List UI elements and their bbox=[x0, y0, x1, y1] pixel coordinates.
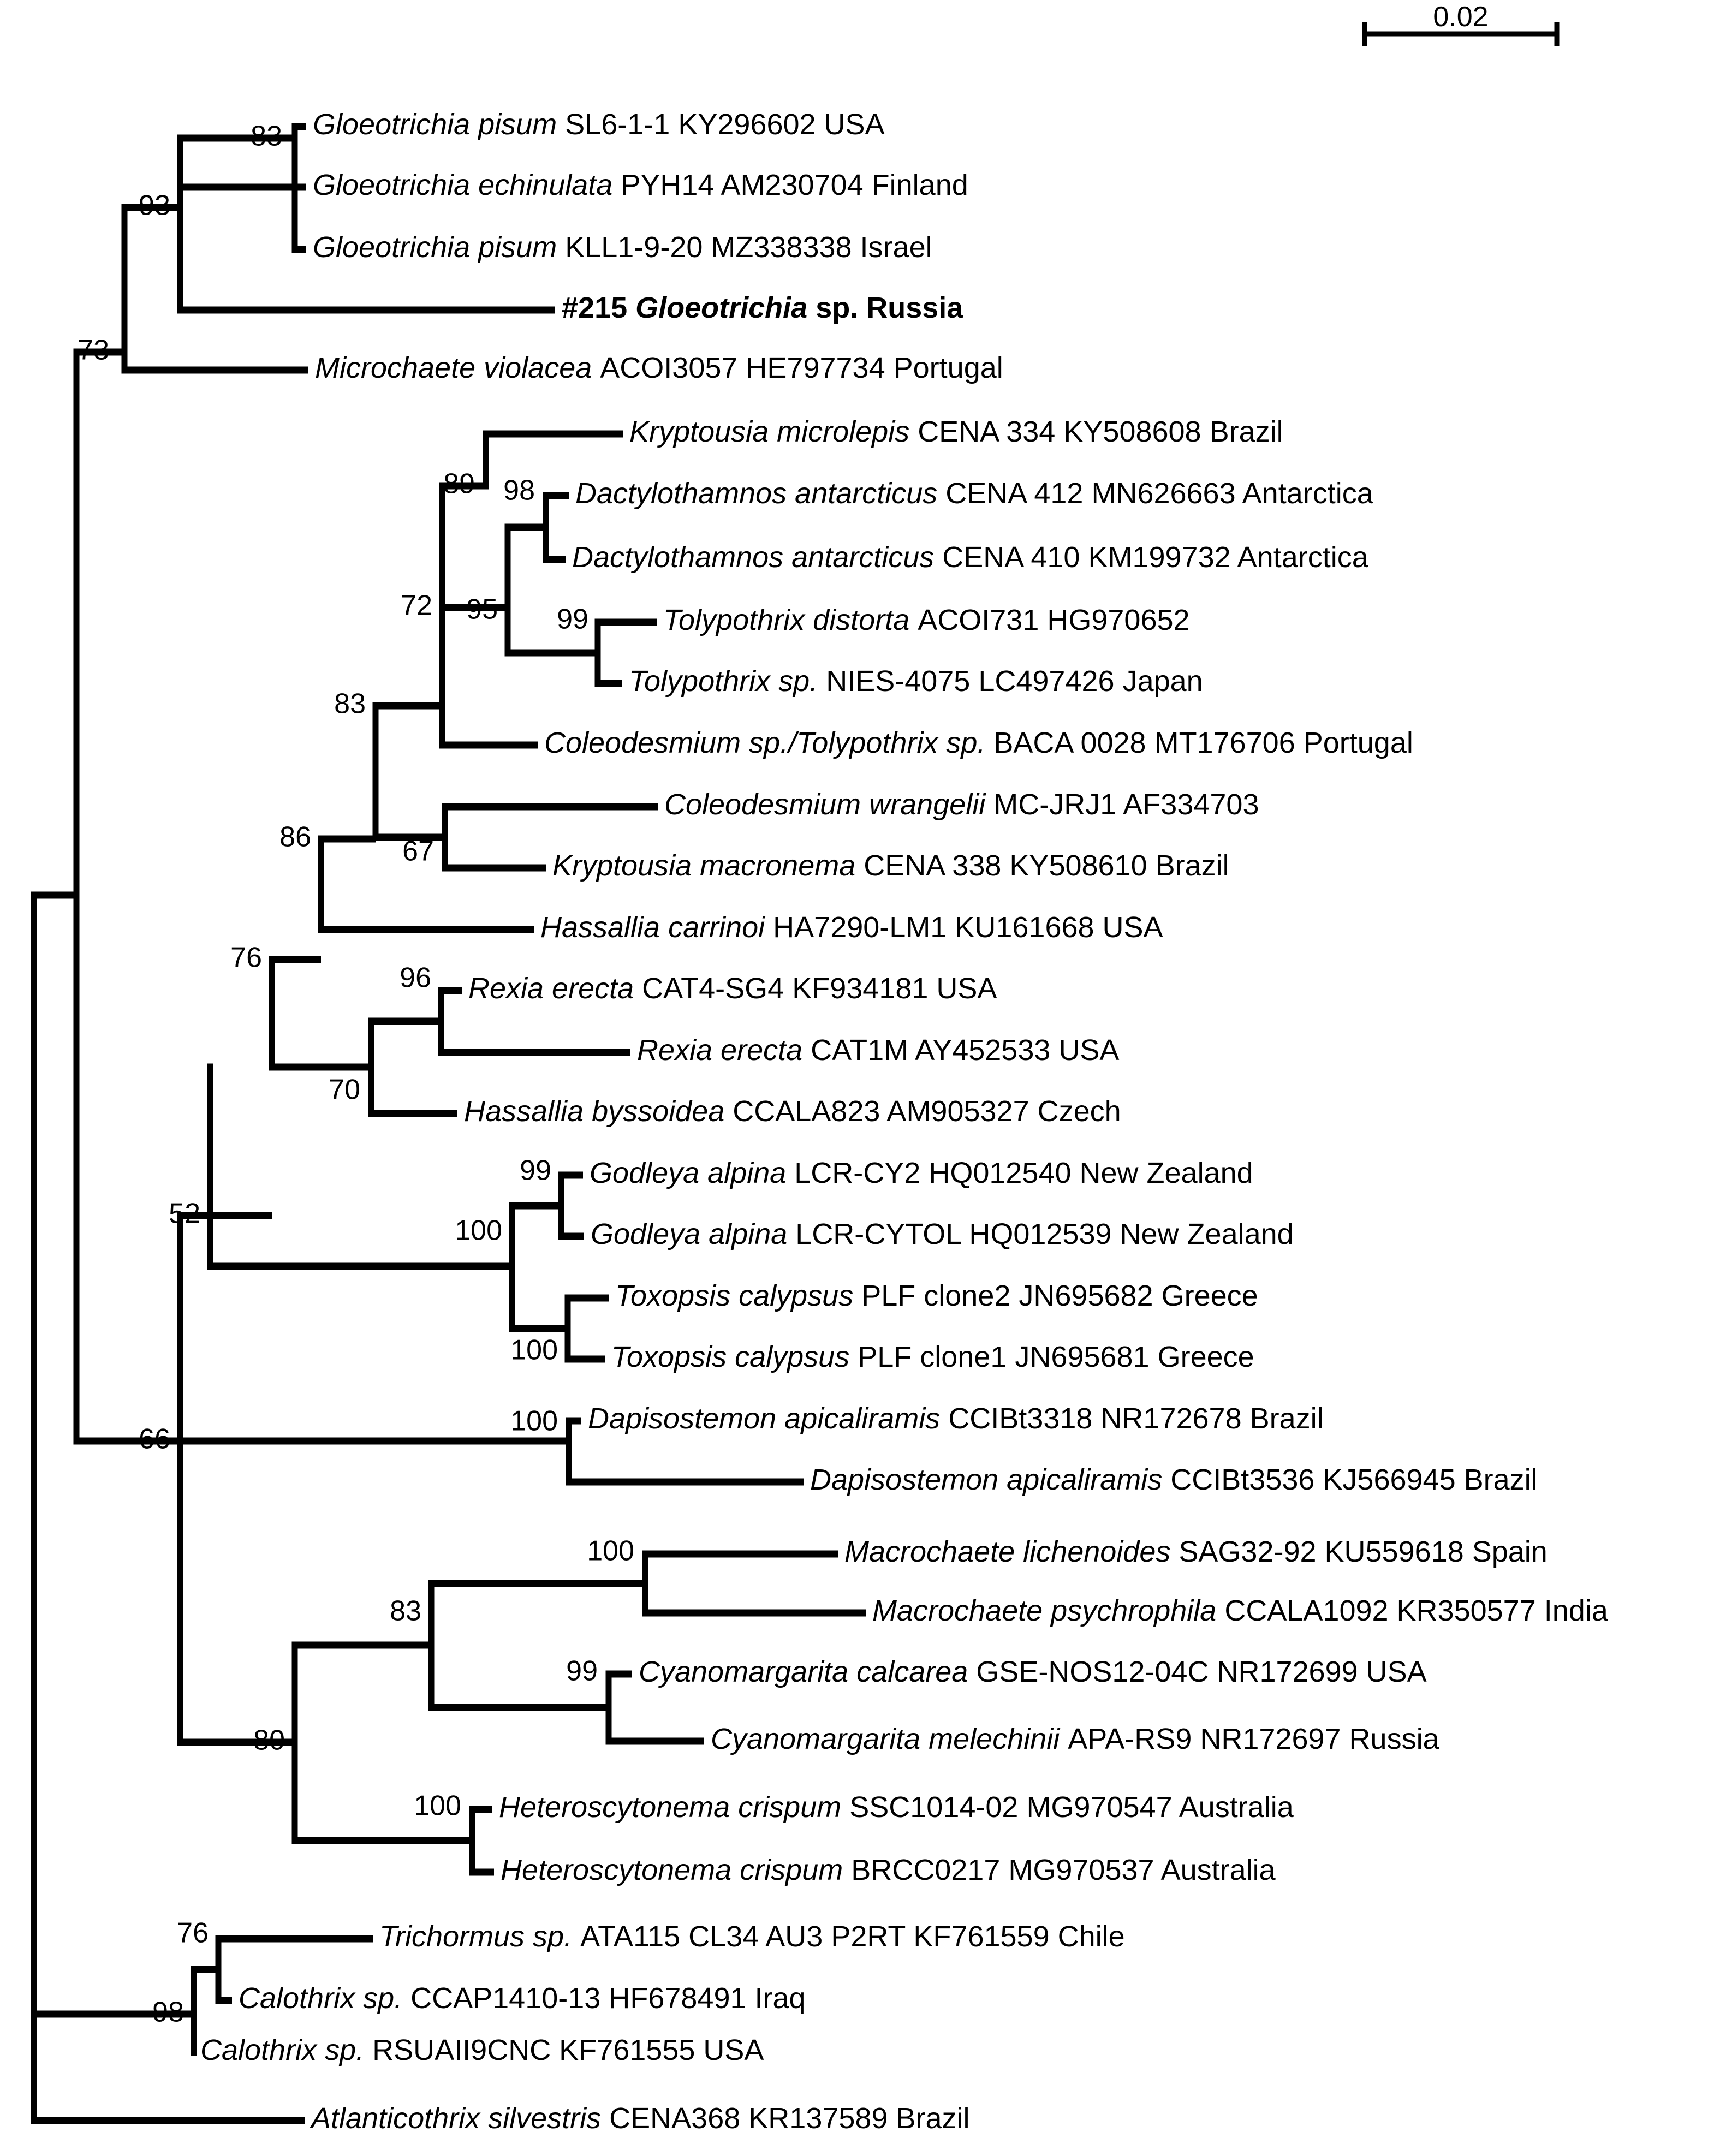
bootstrap-support-value: 76 bbox=[230, 942, 262, 974]
bootstrap-support-layer bbox=[78, 121, 634, 2028]
bootstrap-support-value: 99 bbox=[520, 1154, 551, 1187]
taxon-label: Macrochaete lichenoides SAG32-92 KU559618 Spain bbox=[844, 1535, 1548, 1569]
bootstrap-support-value: 80 bbox=[253, 1724, 285, 1756]
taxon-label: Godleya alpina LCR-CYTOL HQ012539 New Zealand bbox=[591, 1218, 1294, 1251]
taxon-label: Heteroscytonema crispum SSC1014-02 MG970547 Australia bbox=[499, 1791, 1294, 1824]
taxon-label: Coleodesmium wrangelii MC-JRJ1 AF334703 bbox=[664, 788, 1259, 821]
taxon-label: Gloeotrichia pisum SL6-1-1 KY296602 USA bbox=[313, 108, 885, 141]
taxon-label: #215 Gloeotrichia sp. Russia bbox=[562, 291, 963, 325]
taxon-label: Dapisostemon apicaliramis CCIBt3318 NR172678 Brazil bbox=[588, 1402, 1324, 1436]
bootstrap-support-value: 98 bbox=[503, 474, 535, 507]
bootstrap-support-value: 52 bbox=[169, 1198, 200, 1230]
bootstrap-support-value: 70 bbox=[329, 1074, 360, 1106]
taxon-label: Gloeotrichia echinulata PYH14 AM230704 Finland bbox=[313, 169, 968, 202]
taxon-label: Hassallia carrinoi HA7290-LM1 KU161668 USA bbox=[540, 911, 1163, 944]
taxon-label: Macrochaete psychrophila CCALA1092 KR350577 India bbox=[872, 1594, 1608, 1628]
taxon-label: Godleya alpina LCR-CY2 HQ012540 New Zealand bbox=[590, 1157, 1253, 1190]
scale-bar-label: 0.02 bbox=[1433, 1, 1489, 33]
bootstrap-support-value: 83 bbox=[334, 688, 366, 720]
bootstrap-support-value: 99 bbox=[557, 603, 588, 635]
bootstrap-support-value: 98 bbox=[152, 1996, 184, 2028]
bootstrap-support-value: 76 bbox=[177, 1917, 209, 1949]
bootstrap-support-value: 83 bbox=[251, 120, 282, 152]
bootstrap-support-value: 95 bbox=[466, 593, 498, 626]
taxon-label: Trichormus sp. ATA115 CL34 AU3 P2RT KF761559 Chile bbox=[379, 1920, 1125, 1953]
taxon-label: Heteroscytonema crispum BRCC0217 MG970537 Australia bbox=[501, 1854, 1276, 1887]
bootstrap-support-value: 96 bbox=[400, 962, 431, 994]
bootstrap-support-value: 99 bbox=[566, 1655, 598, 1687]
bootstrap-support-value: 67 bbox=[402, 835, 434, 867]
taxon-label: Rexia erecta CAT1M AY452533 USA bbox=[637, 1034, 1120, 1067]
bootstrap-support-value: 100 bbox=[414, 1790, 461, 1822]
taxon-label: Toxopsis calypsus PLF clone1 JN695681 Greece bbox=[611, 1341, 1254, 1374]
taxon-label: Calothrix sp. RSUAII9CNC KF761555 USA bbox=[200, 2034, 764, 2067]
taxon-label: Dactylothamnos antarcticus CENA 412 MN626663 Antarctica bbox=[575, 477, 1373, 510]
bootstrap-support-value: 100 bbox=[455, 1214, 502, 1247]
taxon-label-layer bbox=[200, 108, 1609, 2135]
taxon-label: Hassallia byssoidea CCALA823 AM905327 Czech bbox=[464, 1095, 1121, 1128]
bootstrap-support-value: 83 bbox=[390, 1595, 421, 1627]
bootstrap-support-value: 100 bbox=[510, 1334, 558, 1366]
taxon-label: Toxopsis calypsus PLF clone2 JN695682 Greece bbox=[615, 1279, 1258, 1313]
bootstrap-support-value: 86 bbox=[279, 821, 311, 853]
taxon-label: Tolypothrix sp. NIES-4075 LC497426 Japan bbox=[629, 665, 1203, 698]
taxon-label: Atlanticothrix silvestris CENA368 KR137589 Brazil bbox=[311, 2102, 970, 2135]
bootstrap-support-value: 100 bbox=[510, 1405, 558, 1437]
taxon-label: Cyanomargarita calcarea GSE-NOS12-04C NR172699 USA bbox=[639, 1655, 1427, 1689]
bootstrap-support-value: 89 bbox=[443, 468, 475, 500]
taxon-label: Cyanomargarita melechinii APA-RS9 NR172697 Russia bbox=[711, 1723, 1439, 1756]
taxon-label: Kryptousia macronema CENA 338 KY508610 Brazil bbox=[552, 849, 1229, 883]
bootstrap-support-value: 93 bbox=[139, 189, 170, 222]
taxon-label: Rexia erecta CAT4-SG4 KF934181 USA bbox=[468, 972, 997, 1005]
taxon-label: Calothrix sp. CCAP1410-13 HF678491 Iraq bbox=[239, 1982, 806, 2015]
taxon-label: Dactylothamnos antarcticus CENA 410 KM199732 Antarctica bbox=[572, 541, 1368, 574]
taxon-label: Gloeotrichia pisum KLL1-9-20 MZ338338 Israel bbox=[313, 231, 932, 264]
bootstrap-support-value: 72 bbox=[401, 589, 432, 622]
bootstrap-support-value: 100 bbox=[587, 1535, 634, 1567]
taxon-label: Kryptousia microlepis CENA 334 KY508608 Brazil bbox=[629, 415, 1283, 449]
scale-bar bbox=[1365, 1, 1557, 46]
taxon-label: Dapisostemon apicaliramis CCIBt3536 KJ566945 Brazil bbox=[810, 1463, 1538, 1497]
taxon-label: Tolypothrix distorta ACOI731 HG970652 bbox=[663, 604, 1190, 637]
bootstrap-support-value: 73 bbox=[78, 334, 109, 366]
taxon-label: Coleodesmium sp./Tolypothrix sp. BACA 0028 MT176706 Portugal bbox=[544, 726, 1413, 760]
bootstrap-support-value: 66 bbox=[139, 1423, 170, 1455]
taxon-label: Microchaete violacea ACOI3057 HE797734 Portugal bbox=[315, 352, 1003, 385]
